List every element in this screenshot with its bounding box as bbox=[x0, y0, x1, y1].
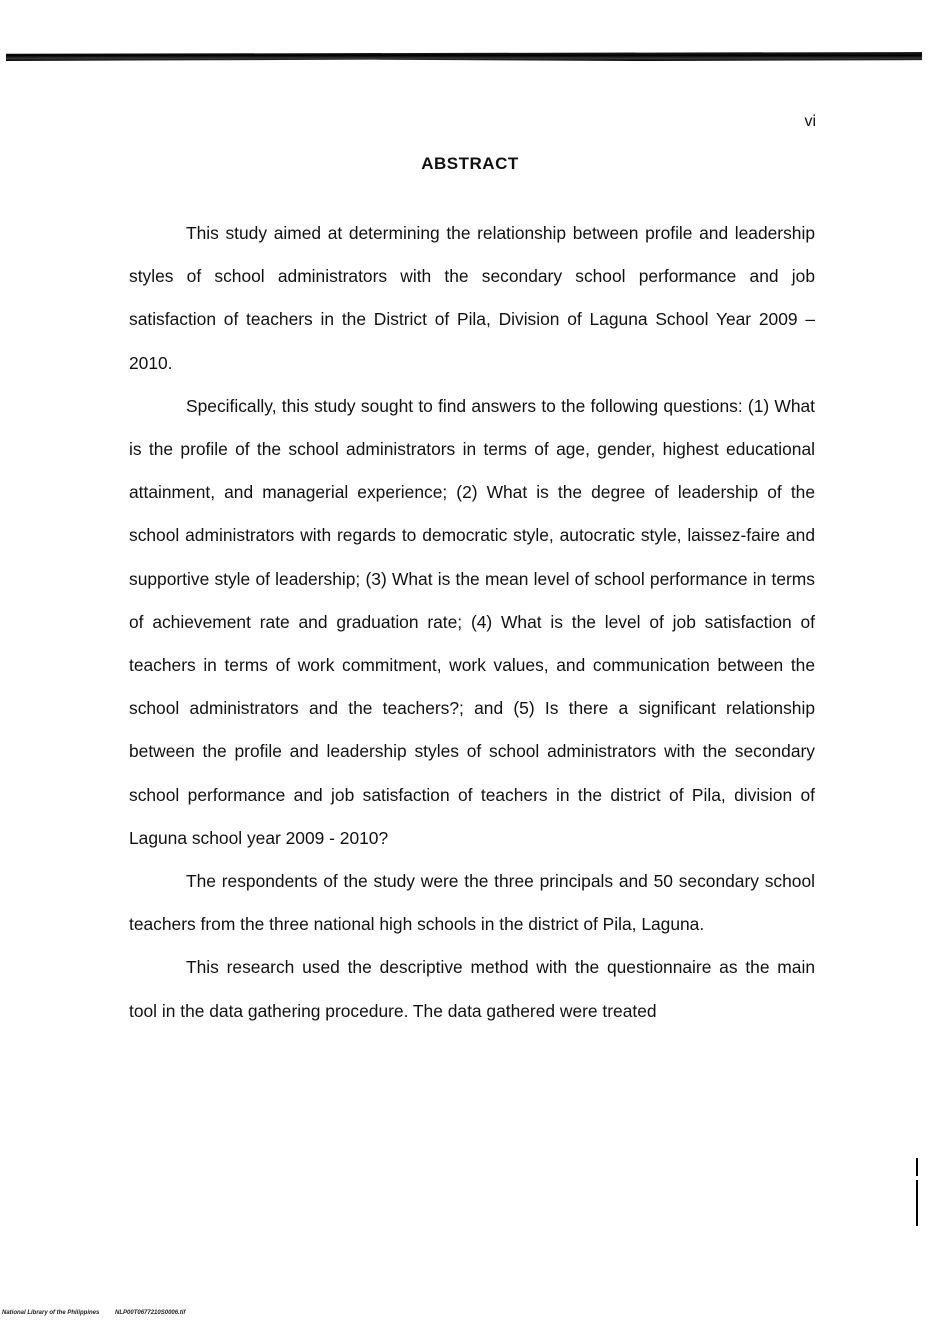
footer-code: NLP00T0677210S0006.tif bbox=[115, 1310, 186, 1316]
scan-edge-mark bbox=[916, 1180, 918, 1226]
abstract-title: ABSTRACT bbox=[421, 154, 519, 173]
page-number: vi bbox=[804, 113, 816, 130]
scan-border-bar bbox=[6, 52, 922, 61]
abstract-body bbox=[129, 212, 815, 1033]
paragraph-questions: Specifically, this study sought to find answers to the following questions: (1) What is the profile of the school administrators in terms of age, gender, highest educational attainment, and managerial experience; (2) What is the degree of leadership of the school administrators with regards to democratic style, autocratic style, laissez-faire and supportive style of leadership; (3) What is the mean level of school performance in terms of achievement rate and graduation rate; (4) What is the level of job satisfaction of teachers in terms of work commitment, work values, and communication between the school administrators and the teachers?; and (5) Is there a significant relationship between the profile and leadership styles of school administrators with the secondary school performance and job satisfaction of teachers in the district of Pila, division of Laguna school year 2009 - 2010? bbox=[129, 395, 815, 848]
paragraph-respondents: The respondents of the study were the three principals and 50 secondary school teachers from the three national high schools in the district of Pila, Laguna. bbox=[129, 871, 815, 935]
paragraph-method: This research used the descriptive method with the questionnaire as the main tool in the data gathering procedure. The data gathered were treated bbox=[129, 957, 815, 1021]
paragraph-purpose: This study aimed at determining the relationship between profile and leadership styles of school administrators with the secondary school performance and job satisfaction of teachers in the District of Pila, Division of Laguna School Year 2009 – 2010. bbox=[129, 223, 815, 373]
scan-footer bbox=[2, 1310, 199, 1316]
footer-library: National Library of the Philippines bbox=[2, 1310, 100, 1316]
scan-edge-mark bbox=[916, 1158, 918, 1176]
